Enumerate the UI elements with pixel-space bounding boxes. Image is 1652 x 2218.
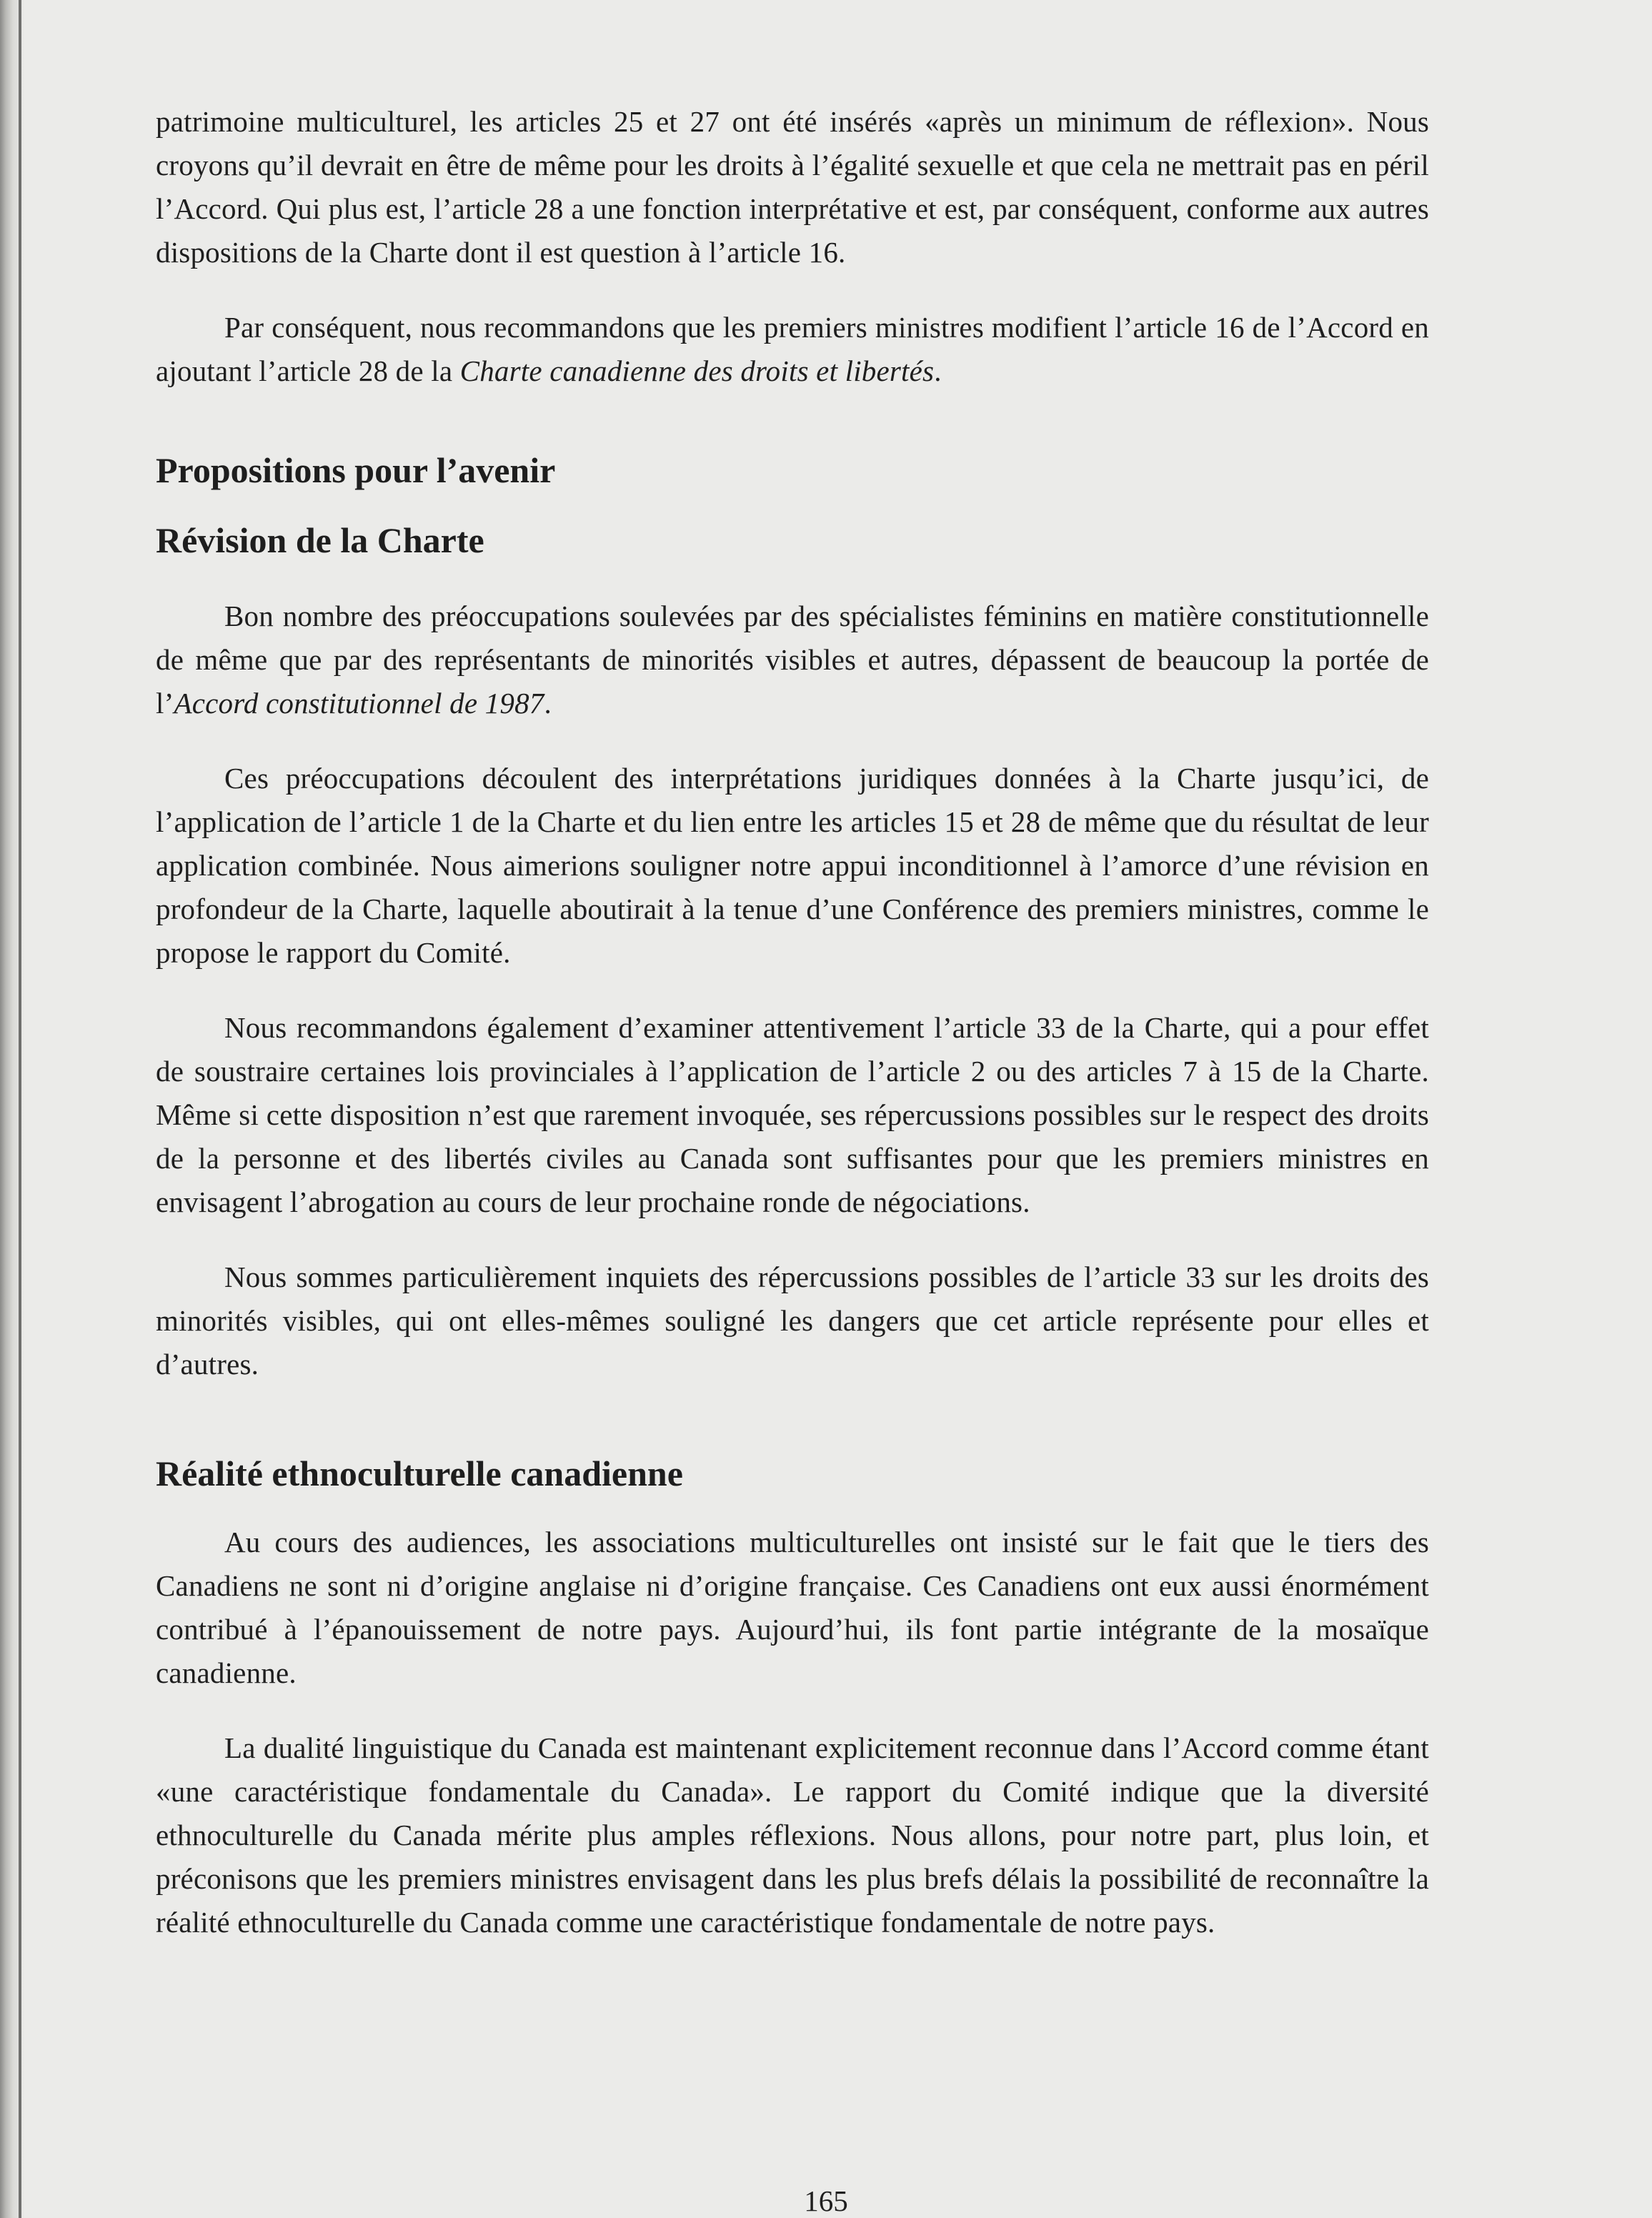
review-paragraph-3: Nous recommandons également d’examiner attentivement l’article 33 de la Charte, qui a pour effet de soustraire certaines lois provinciales à l’application de l’article 2 ou des articles 7 à 15 de la Charte. Même si cette disposition n’est que rarement invoquée, ses répercussions possibles sur le respect des droits de la personne et des libertés civiles au Canada sont suffisantes pour que les premiers ministres en envisagent l’abrogation au cours de leur prochaine ronde de négociations. (156, 1011, 1429, 1218)
review-paragraph-4: Nous sommes particulièrement inquiets des répercussions possibles de l’article 33 sur les droits des minorités visibles, qui ont elles-mêmes souligné les dangers que cet article représente pour elles et d’autres. (156, 1260, 1429, 1381)
ethno-paragraph-1: Au cours des audiences, les associations multiculturelles ont insisté sur le fait que le tiers des Canadiens ne sont ni d’origine anglaise ni d’origine française. Ces Canadiens ont eux aussi énormément contribué à l’épanouissement de notre pays. Aujourd’hui, ils font partie intégrante de la mosaïque canadienne. (156, 1526, 1429, 1689)
review-paragraph-1-end: . (544, 687, 552, 720)
document-page (156, 100, 1429, 1944)
accord-title-italic: Accord constitutionnel de 1987 (174, 687, 544, 720)
review-paragraph-2: Ces préoccupations découlent des interprétations juridiques données à la Charte jusqu’ici, de l’application de l’article 1 de la Charte et du lien entre les articles 15 et 28 de même que du résultat de leur application combinée. Nous aimerions souligner notre appui inconditionnel à l’amorce d’une révision en profondeur de la Charte, laquelle aboutirait à la tenue d’une Conférence des premiers ministres, comme le propose le rapport du Comité. (156, 762, 1429, 969)
heading-ethnocultural-reality: Réalité ethnoculturelle canadienne (156, 1453, 683, 1493)
heading-propositions-future: Propositions pour l’avenir (156, 450, 556, 490)
binding-line (19, 0, 21, 2218)
review-paragraph-1-text: Bon nombre des préoccupations soulevées par des spécialistes féminins en matière constitutionnelle de même que par des représentants de minorités visibles et autres, dépassent de beaucoup la portée de l’ (156, 600, 1429, 720)
intro-paragraph-2-recommendation (156, 306, 1429, 393)
review-paragraph-1 (156, 595, 1429, 725)
heading-charter-review: Révision de la Charte (156, 520, 484, 560)
charter-title-italic: Charte canadienne des droits et libertés (459, 354, 935, 387)
recommendation-end: . (934, 354, 942, 387)
page-number: 165 (804, 2184, 848, 2217)
intro-paragraph-1: patrimoine multiculturel, les articles 25 et 27 ont été insérés «après un minimum de réflexion». Nous croyons qu’il devrait en être de même pour les droits à l’égalité sexuelle et que cela ne mettrait pas en péril l’Accord. Qui plus est, l’article 28 a une fonction interprétative et est, par conséquent, conforme aux autres dispositions de la Charte dont il est question à l’article 16. (156, 105, 1429, 269)
ethno-paragraph-2: La dualité linguistique du Canada est maintenant explicitement reconnue dans l’Accord comme étant «une caractéristique fondamentale du Canada». Le rapport du Comité indique que la diversité ethnoculturelle du Canada mérite plus amples réflexions. Nous allons, pour notre part, plus loin, et préconisons que les premiers ministres envisagent dans les plus brefs délais la possibilité de reconnaître la réalité ethnoculturelle du Canada comme une caractéristique fondamentale de notre pays. (156, 1731, 1429, 1939)
recommendation-text: Par conséquent, nous recommandons que les premiers ministres modifient l’article 16 de l’Accord en ajoutant l’article 28 de la (156, 311, 1429, 387)
